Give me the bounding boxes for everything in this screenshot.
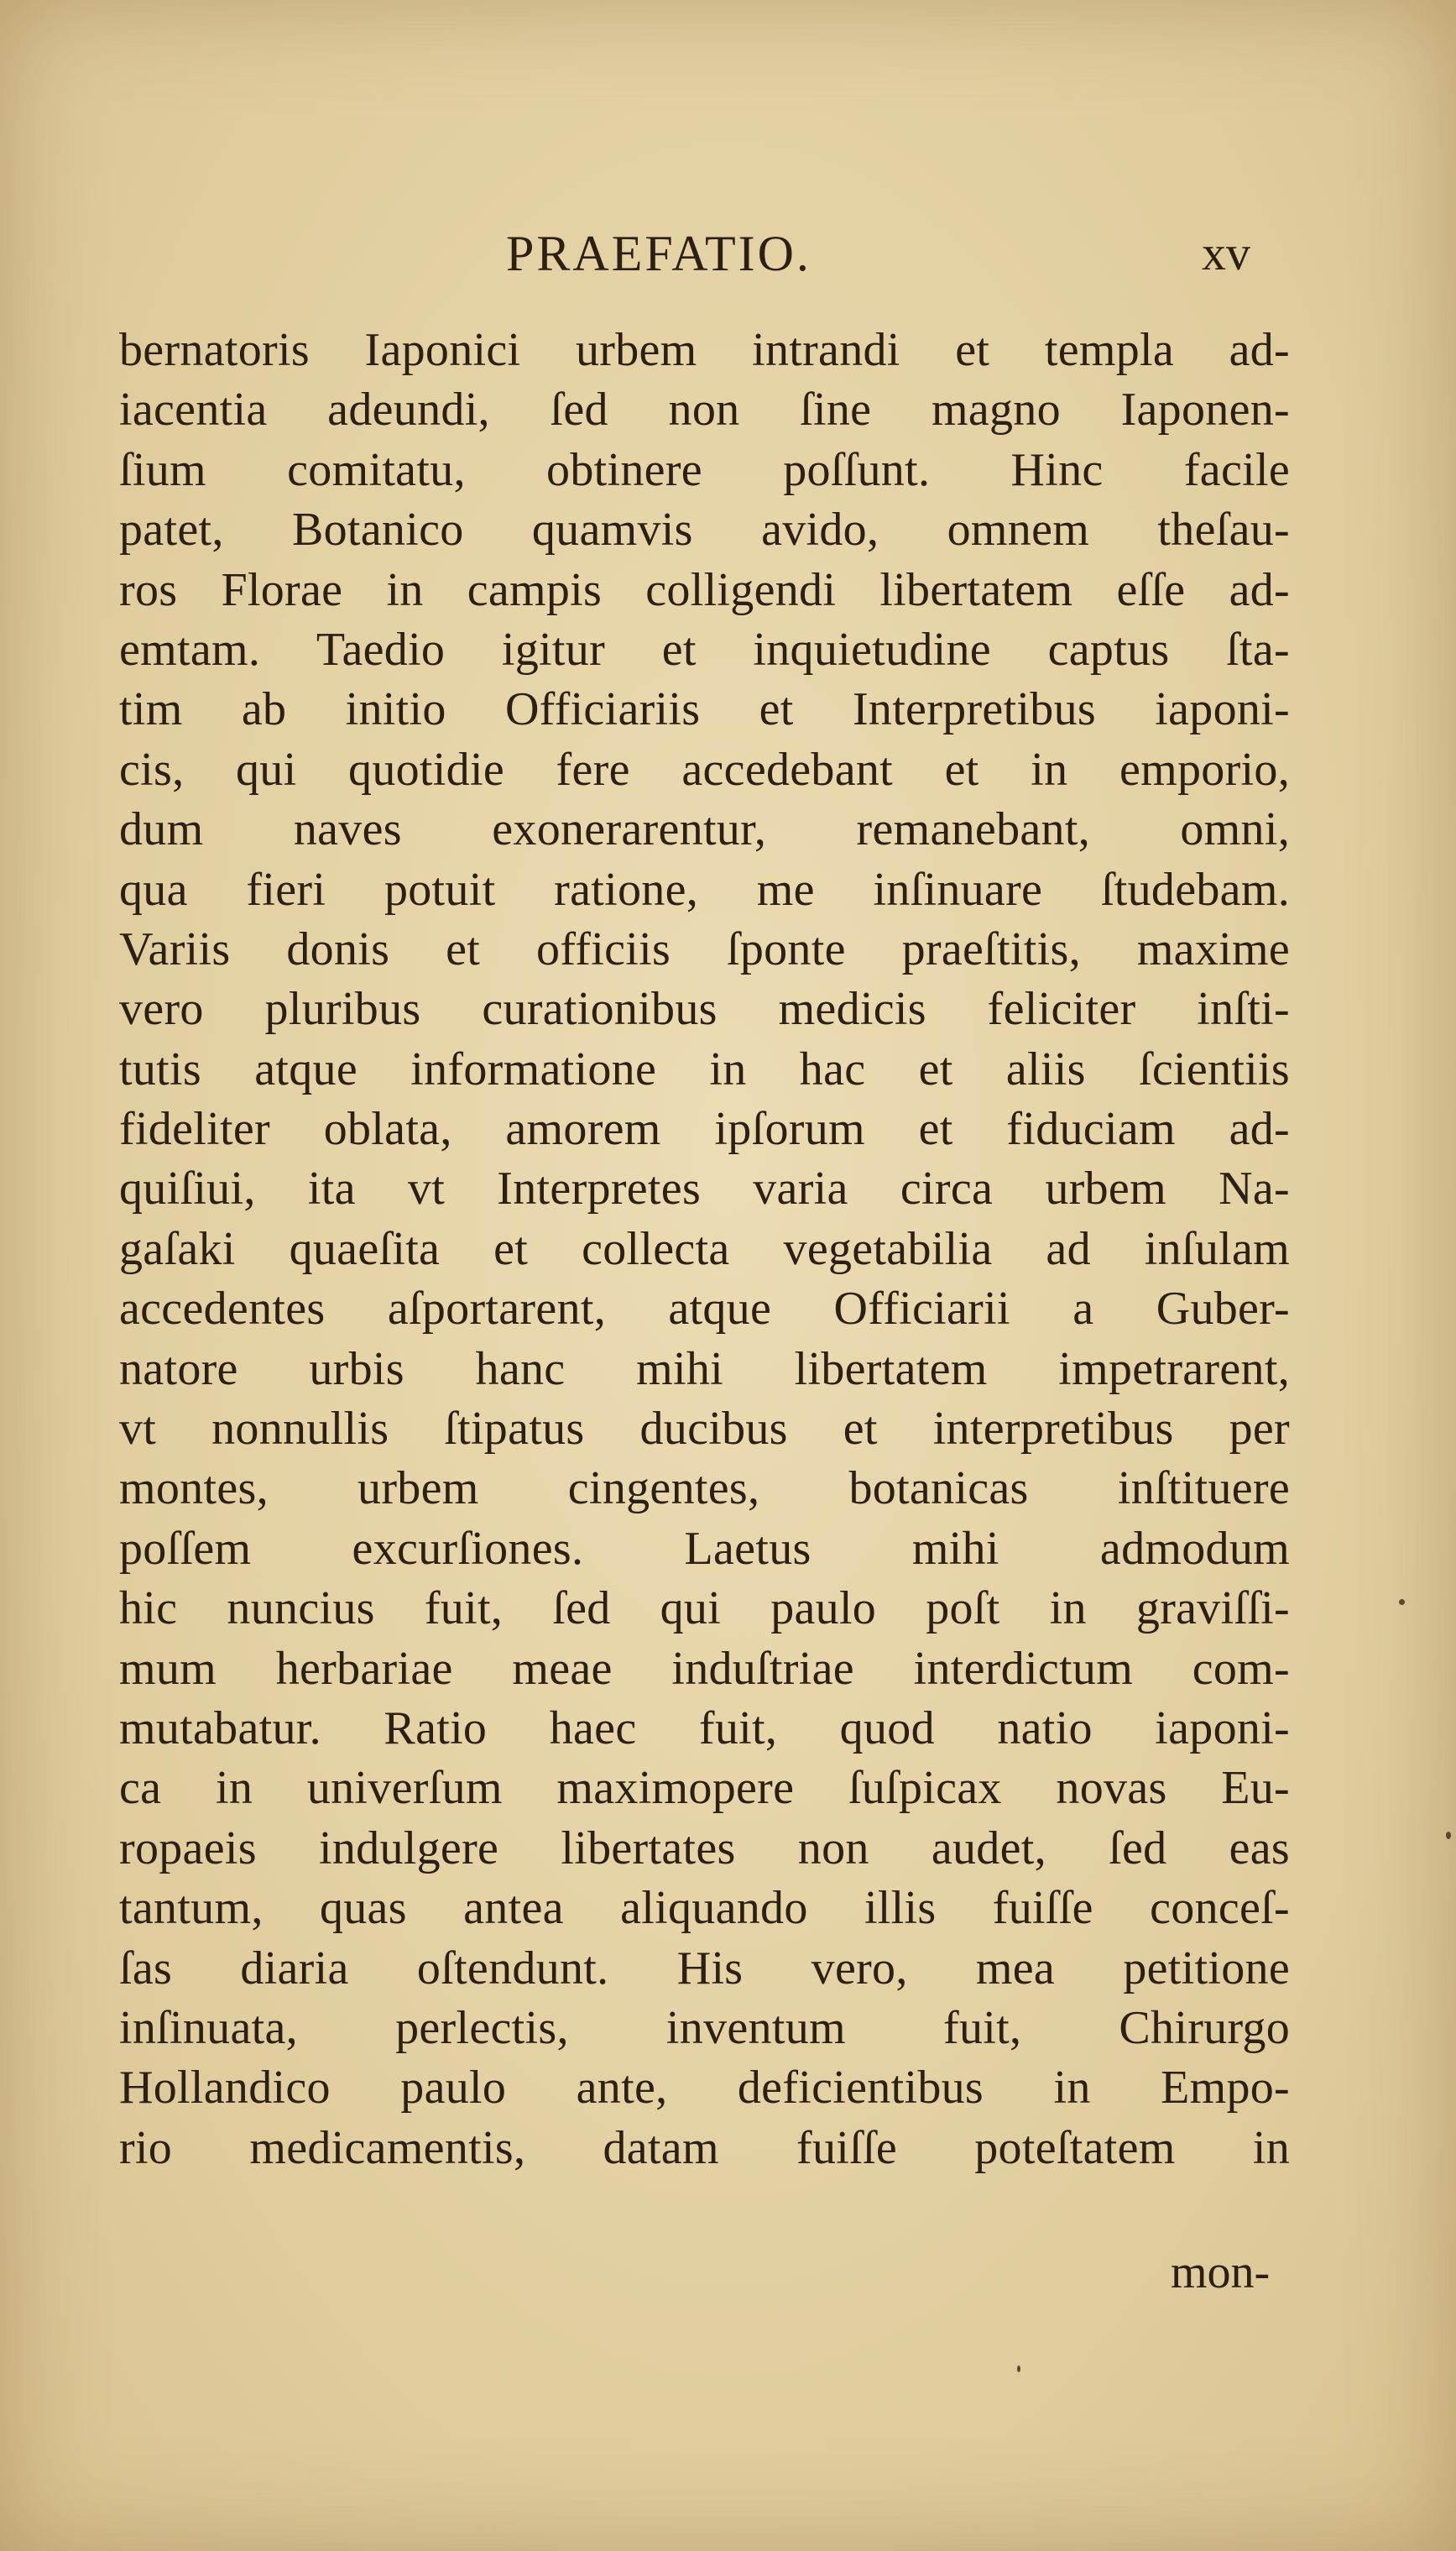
text-line: poſſem excurſiones. Laetus mihi admodum	[119, 1522, 1290, 1575]
running-title: PRAEFATIO.	[506, 226, 811, 281]
text-line: vt nonnullis ſtipatus ducibus et interpretibus per	[119, 1403, 1290, 1456]
text-line: montes, urbem cingentes, botanicas inſtituere	[119, 1462, 1290, 1515]
page-number: xv	[1202, 226, 1250, 280]
text-line: ropaeis indulgere libertates non audet, ſed eas	[119, 1822, 1290, 1874]
text-line: tim ab initio Officiariis et Interpretibus iaponi-	[119, 683, 1290, 736]
text-line: vero pluribus curationibus medicis feliciter inſti-	[119, 983, 1290, 1036]
text-line: ca in univerſum maximopere ſuſpicax novas Eu-	[119, 1762, 1290, 1815]
text-line: tantum, quas antea aliquando illis fuiſſe conceſ-	[119, 1882, 1290, 1935]
text-line: tutis atque informatione in hac et aliis ſcientiis	[119, 1043, 1290, 1095]
text-line: patet, Botanico quamvis avido, omnem theſau-	[119, 504, 1290, 557]
text-line: quiſiui, ita vt Interpretes varia circa urbem Na-	[119, 1163, 1290, 1215]
text-line: Variis donis et officiis ſponte praeſtitis, maxime	[119, 923, 1290, 975]
text-line: emtam. Taedio igitur et inquietudine captus ſta-	[119, 623, 1290, 676]
text-line: dum naves exonerarentur, remanebant, omni,	[119, 803, 1290, 856]
text-line: cis, qui quotidie fere accedebant et in emporio,	[119, 743, 1290, 796]
body-text	[119, 321, 1290, 2178]
text-line: rio medicamentis, datam fuiſſe poteſtatem in	[119, 2121, 1290, 2174]
text-line: qua fieri potuit ratione, me inſinuare ſtudebam.	[119, 863, 1290, 916]
text-line: ros Florae in campis colligendi libertatem eſſe ad-	[119, 563, 1290, 616]
text-line: accedentes aſportarent, atque Officiarii a Guber-	[119, 1283, 1290, 1336]
text-line: mutabatur. Ratio haec fuit, quod natio iaponi-	[119, 1702, 1290, 1754]
text-line: Hollandico paulo ante, deficientibus in Empo-	[119, 2062, 1290, 2115]
text-line: iacentia adeundi, ſed non ſine magno Iaponen-	[119, 384, 1290, 436]
text-line: bernatoris Iaponici urbem intrandi et templa ad-	[119, 324, 1290, 376]
ink-speck	[1017, 2365, 1020, 2372]
text-line: gaſaki quaeſita et collecta vegetabilia ad inſulam	[119, 1222, 1290, 1275]
text-line: fideliter oblata, amorem ipſorum et fiduciam ad-	[119, 1103, 1290, 1156]
text-line: natore urbis hanc mihi libertatem impetrarent,	[119, 1342, 1290, 1395]
ink-speck	[1446, 1832, 1451, 1839]
text-line: ſium comitatu, obtinere poſſunt. Hinc facile	[119, 443, 1290, 496]
catchword: mon-	[1171, 2246, 1271, 2298]
text-line: inſinuata, perlectis, inventum fuit, Chirurgo	[119, 2001, 1290, 2054]
text-line: mum herbariae meae induſtriae interdictum com-	[119, 1642, 1290, 1695]
ink-speck	[1399, 1599, 1405, 1605]
text-line: ſas diaria oſtendunt. His vero, mea petitione	[119, 1942, 1290, 1994]
text-line: hic nuncius fuit, ſed qui paulo poſt in graviſſi-	[119, 1582, 1290, 1635]
page-header	[0, 220, 1456, 287]
